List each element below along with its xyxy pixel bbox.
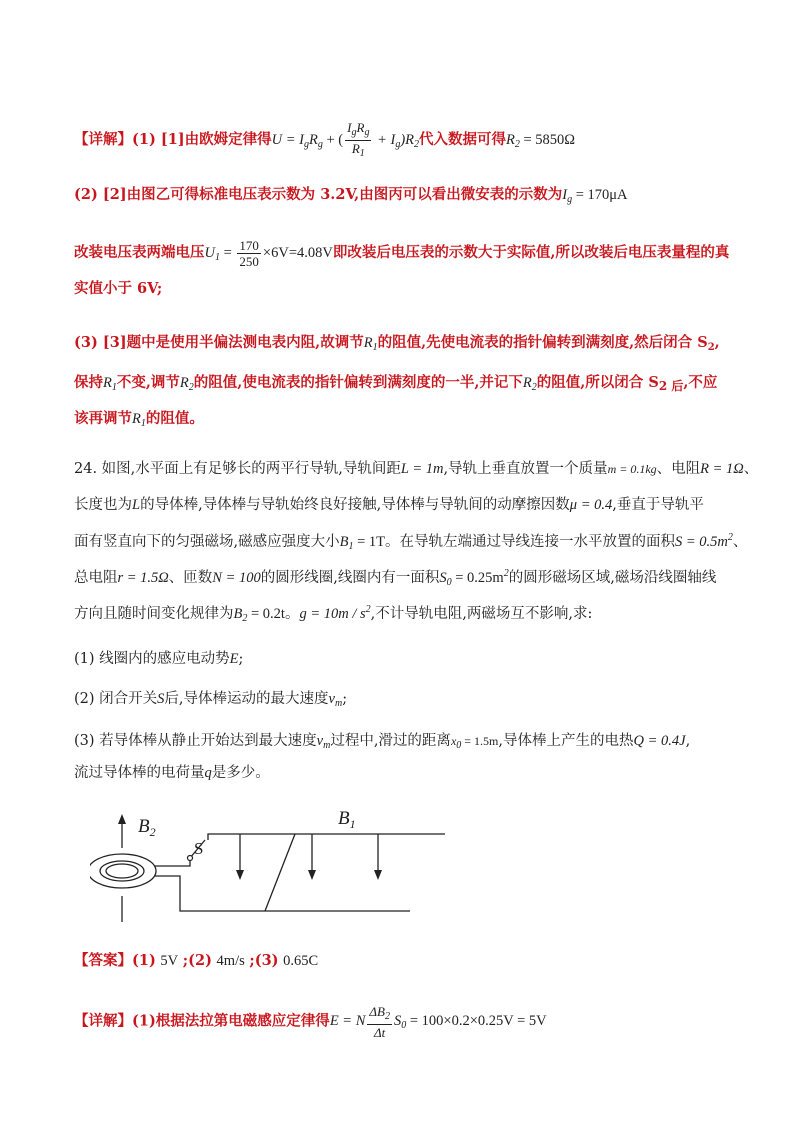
detail-line-5: (3) [3]题中是使用半偏法测电表内阻,故调节$R_1$的阻值,先使电流表的指针偏转到满刻度,然后闭合 $S_2$,	[74, 334, 720, 353]
question-24-line-4: 总电阻r = 1.5Ω、匝数N = 100的圆形线圈,线圈内有一面积$S_0 = 0.25m^2$的圆形磁场区域,磁场沿线圈轴线	[74, 568, 717, 588]
detail-line-7: 该再调节$R_1$的阻值。	[74, 410, 204, 429]
question-24-line-5: 方向且随时间变化规律为$B_2 = 0.2t$。$g = 10m / s^2$,不计导轨电阻,两磁场互不影响,求:	[74, 604, 593, 624]
field-arrowhead-2	[308, 870, 316, 880]
top-rail	[208, 834, 445, 840]
detail-line-4: 实值小于 6V;	[74, 280, 163, 297]
coil-lead-bottom-rail	[154, 876, 410, 911]
axis-arrowhead	[118, 814, 126, 824]
detail-line-1: 【详解】(1) [1]由欧姆定律得$U = I_gR_g$ + ( $\frac{I_gR_g}{R_1}$ + $I_g)R_2$代入数据可得$R_2 = 5850\Omega$	[74, 120, 576, 159]
field-arrowhead-1	[236, 870, 244, 880]
sub-question-3: (3) 若导体棒从静止开始达到最大速度$v_m$过程中,滑过的距离$x_0 = 1.5m$,导体棒上产生的电热Q = 0.4J,	[74, 733, 691, 751]
sub-question-1: (1) 线圈内的感应电动势E;	[74, 651, 244, 667]
field-arrowhead-3	[374, 870, 382, 880]
coil-lead-top	[154, 858, 190, 866]
ohm-equation: $U = I_gR_g$ + ( $\frac{I_gR_g}{R_1}$ + $I_g)R_2$	[271, 120, 419, 159]
question-24-line-2: 长度也为L的导体棒,导体棒与导轨始终良好接触,导体棒与导轨间的动摩擦因数μ = 0.4,垂直于导轨平	[74, 497, 704, 513]
sub-question-3-cont: 流过导体棒的电荷量q是多少。	[74, 765, 270, 781]
r2-result: $R_2 = 5850\Omega$	[506, 131, 576, 150]
question-24-line-1: 24. 如图,水平面上有足够长的两平行导轨,导轨间距L = 1m,导轨上垂直放置一个质量m = 0.1kg、电阻R = 1Ω、	[74, 461, 759, 477]
detail-line-2: (2) [2]由图乙可得标准电压表示数为 3.2V,由图丙可以看出微安表的示数为$I_g = 170\mu A$	[74, 186, 628, 205]
switch-terminal	[188, 856, 193, 861]
detail-final-line: 【详解】(1)根据法拉第电磁感应定律得E = N $\frac{\Delta B_2}{\Delta t}$ $S_0 = 100\times 0.2\times 0.25V = 5V$	[74, 1004, 547, 1040]
circuit-figure	[90, 808, 470, 928]
coil-core	[106, 864, 138, 878]
conductor-rod	[265, 834, 295, 911]
answer-line: 【答案】(1) 5V ;(2) 4m/s ;(3) 0.65C	[74, 952, 319, 969]
detail-line-6: 保持$R_1$不变,调节$R_2$的阻值,使电流表的指针偏转到满刻度的一半,并记下$R_2$的阻值,所以闭合 $S_{2 后}$,不应	[74, 374, 718, 393]
sub-question-2: (2) 闭合开关S后,导体棒运动的最大速度$v_m$;	[74, 691, 348, 709]
question-24-line-3: 面有竖直向下的匀强磁场,磁感应强度大小$B_1 = 1T$。在导轨左端通过导线连接一水平放置的面积$S = 0.5m^2$、	[74, 532, 748, 552]
label-b1: $B_1$	[338, 808, 356, 831]
label-switch: S	[194, 839, 204, 858]
label-b2: $B_2$	[138, 816, 156, 839]
detail-line-3: 改装电压表两端电压$U_1$ = $\frac{170}{250}$ ×6V=4.08V即改装后电压表的示数大于实际值,所以改装后电压表量程的真	[74, 238, 730, 269]
detail-tag: 【详解】	[74, 130, 132, 148]
